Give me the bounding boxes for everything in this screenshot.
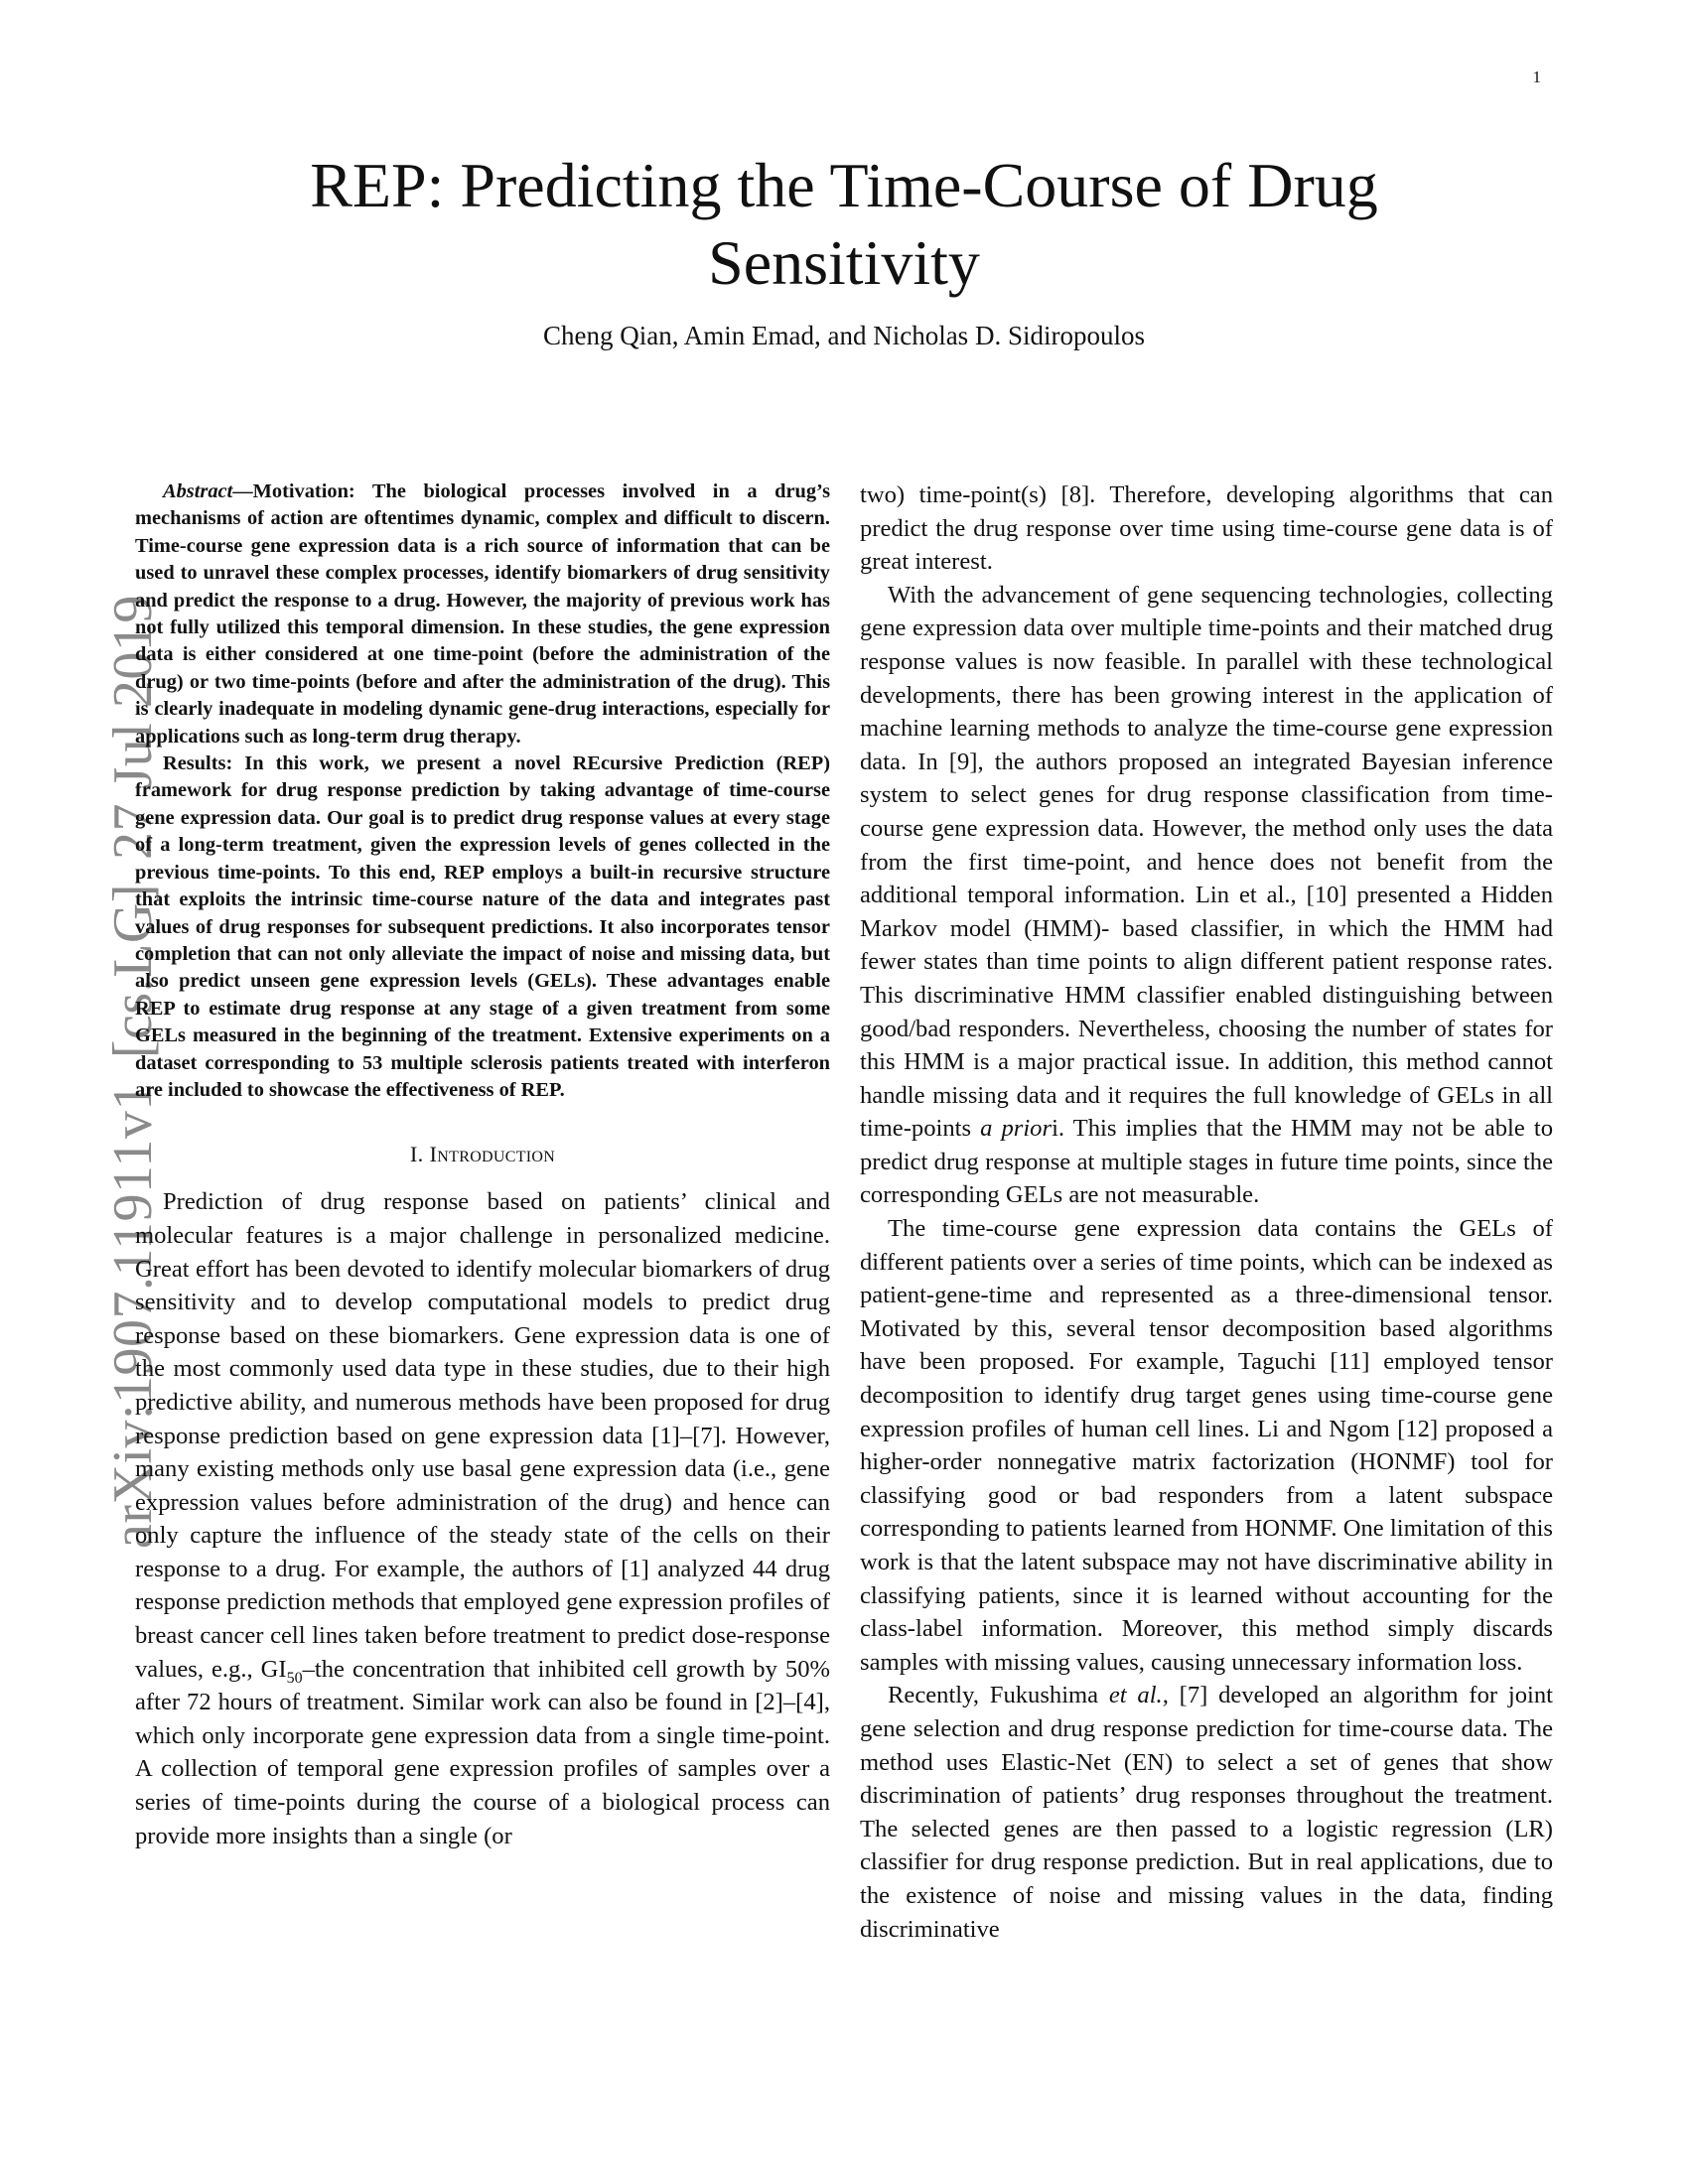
intro-p1-text-a: Prediction of drug response based on patients’ clinical and molecular features is a major challenge in personalized medicine. Great effort has been devoted to identify molecular biomarkers of drug sensitivity and to develop computational models to predict drug response based on these biomarkers. Gene expression data is one of the most commonly used data type in these studies, due to their high predictive ability, and numerous methods have been proposed for drug response prediction based on gene expression data [1]–[7]. However, many existing methods only use basal gene expression data (i.e., gene expression values before administration of the drug) and hence can only capture the influence of the steady state of the cells on their response to a drug. For example, the authors of [1] analyzed 44 drug response prediction methods that employed gene expression profiles of breast cancer cell lines taken before treatment to predict dose-response values, e.g., GI	[135, 1188, 830, 1683]
gi50-subscript: 50	[286, 1669, 303, 1687]
paper-authors: Cheng Qian, Amin Emad, and Nicholas D. Sidiropoulos	[543, 321, 1145, 350]
intro-paragraph-3: The time-course gene expression data contains the GELs of different patients over a series of time points, which can be indexed as patient-gene-time and represented as a three-dimensional tensor. Motivated by this, several tensor decomposition based algorithms have been proposed. For example, Taguchi [11] employed tensor decomposition to identify drug target genes using time-course gene expression profiles of human cell lines. Li and Ngom [12] proposed a higher-order nonnegative matrix factorization (HONMF) tool for classifying good or bad responders from a latent subspace corresponding to patients learned from HONMF. One limitation of this work is that the latent subspace may not have discriminative ability in classifying patients, since it is learned without accounting for the class-label information. Moreover, this method simply discards samples with missing values, causing unnecessary information loss.	[860, 1215, 1553, 1676]
section-heading	[135, 1142, 830, 1167]
paper-title: REP: Predicting the Time-Course of Drug Sensitivity	[310, 150, 1378, 298]
page-number: 1	[1532, 68, 1541, 86]
intro-paragraph-1-continued: two) time-point(s) [8]. Therefore, developing algorithms that can predict the drug response over time using time-course gene data is of great interest.	[860, 481, 1553, 576]
intro-p2-text-a: With the advancement of gene sequencing technologies, collecting gene expression data over multiple time-points and their matched drug response values is now feasible. In parallel with these technological developments, there has been growing interest in the application of machine learning methods to analyze the time-course gene expression data. In [9], the authors proposed an integrated Bayesian inference system to select genes for drug response classification from time-course gene expression data. However, the method only uses the data from the first time-point, and hence does not benefit from the additional temporal information. Lin et al., [10] presented a Hidden Markov model (HMM)- based classifier, in which the HMM had fewer states than time points to align different patient response rates. This discriminative HMM classifier enabled distinguishing between good/bad responders. Nevertheless, choosing the number of states for this HMM is a major practical issue. In addition, this method cannot handle missing data and it requires the full knowledge of GELs in all time-points	[860, 581, 1553, 1143]
intro-paragraph-4	[860, 1679, 1553, 1946]
arxiv-date: 27 Jul 2019	[102, 595, 164, 860]
intro-p2-italic: a prior	[980, 1115, 1053, 1143]
abstract-results: Results: In this work, we present a novel REcursive Prediction (REP) framework for drug response prediction by taking advantage of time-course gene expression data. Our goal is to predict drug response values at every stage of a long-term treatment, given the expression levels of genes collected in the previous time-points. To this end, REP employs a built-in recursive structure that exploits the intrinsic time-course nature of the data and integrates past values of drug responses for subsequent predictions. It also incorporates tensor completion that can not only alleviate the impact of noise and missing data, but also predict unseen gene expression levels (GELs). These advantages enable REP to estimate drug response at any stage of a given treatment from some GELs measured in the beginning of the treatment. Extensive experiments on a dataset corresponding to 53 multiple sclerosis patients treated with interferon are included to showcase the effectiveness of REP.	[135, 752, 830, 1101]
abstract-motivation-text: —Motivation: The biological processes involved in a drug’s mechanisms of action are oftentimes dynamic, complex and difficult to discern. Time-course gene expression data is a rich source of information that can be used to unravel these complex processes, identify biomarkers of drug sensitivity and predict the response to a drug. However, the majority of previous work has not fully utilized this temporal dimension. In these studies, the gene expression data is either considered at one time-point (before the administration of the drug) or two time-points (before and after the administration of the drug). This is clearly inadequate in modeling dynamic gene-drug interactions, especially for applications such as long-term drug therapy.	[135, 480, 830, 748]
arxiv-category: [cs.LG]	[102, 884, 164, 1059]
abstract-motivation	[135, 478, 830, 751]
intro-paragraph-2	[860, 579, 1553, 1212]
section-number: I.	[409, 1142, 424, 1167]
arxiv-id: arXiv:1907.11911v1	[102, 1082, 164, 1549]
left-column	[135, 478, 830, 1852]
intro-paragraph-1	[135, 1185, 830, 1852]
section-title: Introduction	[429, 1142, 556, 1167]
right-column	[860, 478, 1553, 1946]
intro-p4-italic: et al.,	[1108, 1682, 1169, 1709]
abstract-label: Abstract	[163, 480, 233, 502]
intro-p4-text-b: [7] developed an algorithm for joint gene selection and drug response prediction for time-course data. The method uses Elastic-Net (EN) to select a set of genes that show discrimination of patients’ drug responses throughout the treatment. The selected genes are then passed to a logistic regression (LR) classifier for drug response prediction. But in real applications, due to the existence of noise and missing values in the data, finding discriminative	[860, 1682, 1553, 1943]
intro-p1-text-b: –the concentration that inhibited cell growth by 50% after 72 hours of treatment. Similar work can also be found in [2]–[4], which only incorporate gene expression data from a single time-point. A collection of temporal gene expression profiles of samples over a series of time-points during the course of a biological process can provide more insights than a single (or	[135, 1655, 830, 1849]
intro-p4-text-a: Recently, Fukushima	[888, 1682, 1109, 1709]
intro-p2-text-b: i. This implies that the HMM may not be able to predict drug response at multiple stages in future time points, since the corresponding GELs are not measurable.	[860, 1115, 1553, 1209]
